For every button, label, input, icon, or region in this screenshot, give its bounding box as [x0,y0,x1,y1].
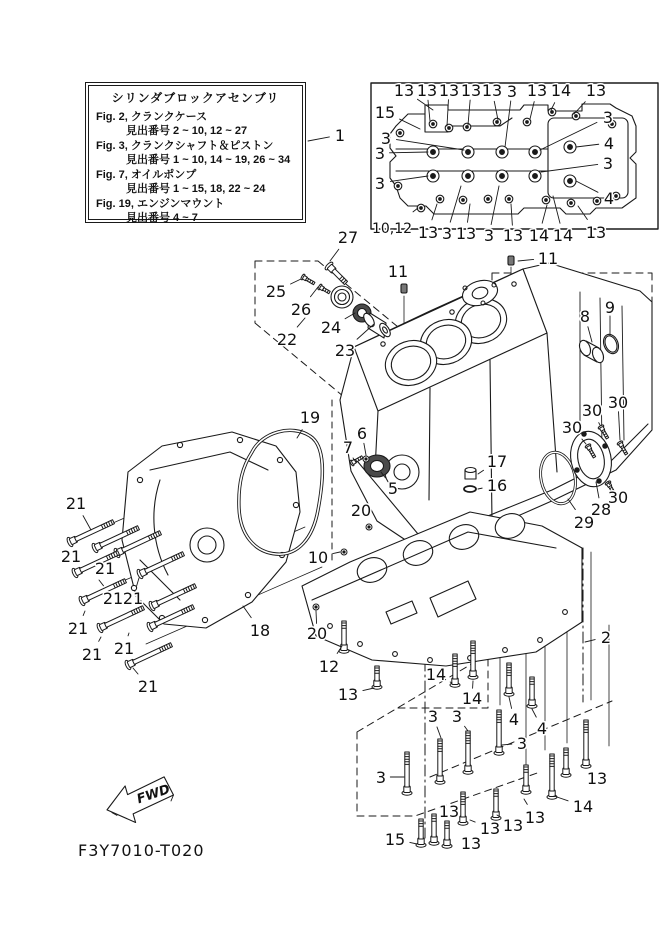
callout-label: 13 [337,684,359,704]
callout-label: 14 [550,80,572,100]
callout-leader-line [83,516,91,530]
bolt [402,752,412,795]
callout-label: 13 [586,768,608,788]
bolt [458,792,468,825]
callout-label: 13 [438,80,460,100]
callout-label: 10 [307,547,329,567]
callout-label: 21 [137,676,159,696]
callout-label: 13 [524,807,546,827]
callout-leader-line [291,279,301,284]
callout-label: 30 [607,487,629,507]
callout-leader-line [308,137,329,141]
callout-label: 29 [573,512,595,532]
callout-label: 3 [516,733,528,753]
callout-leader-line [243,606,251,618]
legend-entry-fig: Fig. 2, [96,110,128,123]
fwd-direction-arrow [102,774,178,829]
callout-label: 21 [65,493,87,513]
fwd-label: FWD [135,782,173,808]
callout-label: 11 [387,261,409,281]
callout-leader-line [316,611,317,623]
callout-label: 15 [374,102,396,122]
legend-entry [96,197,295,212]
callout-leader-line [509,697,512,708]
callout-label: 2 [600,627,612,647]
callout-label: 3 [483,225,495,245]
callout-leader-line [465,726,468,731]
callout-label: 4 [603,188,615,208]
bolt [324,261,350,287]
bolt [491,789,501,820]
callout-label: 21 [81,644,103,664]
bolt [527,677,537,708]
callout-leader-line [330,249,339,261]
callout-label: 26 [290,299,312,319]
callout-label: 13 [526,80,548,100]
callout-leader-line [357,324,374,339]
bolt [494,710,504,755]
legend-entry [96,168,295,183]
bolt [372,666,382,689]
legend-entry-name: クランクケース [130,110,208,123]
callout-label: 9 [604,297,616,317]
callout-leader-line [333,552,340,554]
callout-label: 13 [417,222,439,242]
callout-leader-line [99,580,104,586]
callout-label: 4 [536,718,548,738]
callout-label: 24 [320,317,342,337]
bolt [435,739,445,784]
callout-label: 21 [67,618,89,638]
callout-label: 13 [481,80,503,100]
callout-label: 16 [486,475,508,495]
callout-leader-line [363,688,374,691]
bolt [429,814,439,845]
callout-leader-line [410,842,417,844]
callout-label: 14 [425,664,447,684]
callout-label: 3 [374,173,386,193]
callout-label: 3 [602,107,614,127]
bolt [581,720,591,768]
callout-leader-line [83,611,85,616]
bolt [547,754,557,799]
legend-box-inner [88,85,303,224]
callout-label: 13 [460,833,482,853]
legend-entry-name: クランクシャフト＆ピストン [130,139,274,152]
legend-entry-note: 見出番号 4 ~ 7 [126,212,198,224]
callout-leader-line [568,499,575,510]
callout-label: 3 [602,153,614,173]
callout-label: 23 [334,340,356,360]
callout-label: 1 [334,125,346,145]
callout-label: 21 [113,638,135,658]
callout-leader-line [297,318,305,327]
callout-leader-line [502,744,512,745]
callout-label: 3 [380,128,392,148]
callout-leader-line [524,799,527,804]
callout-label: 14 [572,796,594,816]
callout-leader-line [518,259,534,261]
callout-label: 3 [506,81,518,101]
callout-label: 10,12 [371,221,413,238]
legend-entry-note: 見出番号 1 ~ 15, 18, 22 ~ 24 [126,183,266,195]
callout-leader-line [133,668,138,674]
bolt [317,284,331,296]
callout-leader-line [310,287,318,297]
callout-label: 20 [306,623,328,643]
callout-label: 21 [94,558,116,578]
callout-label: 20 [350,500,372,520]
callout-label: 11 [537,248,559,268]
callout-label: 14 [461,688,483,708]
callout-leader-line [532,709,536,717]
callout-label: 6 [356,423,368,443]
callout-label: 28 [590,499,612,519]
callout-label: 21 [122,588,144,608]
legend-box [85,82,306,223]
callout-label: 14 [552,225,574,245]
callout-label: 13 [502,815,524,835]
callout-leader-line [437,727,441,738]
callout-label: 25 [265,281,287,301]
callout-leader-line [585,640,595,642]
bolt [561,748,571,777]
callout-label: 17 [486,451,508,471]
callout-label: 13 [455,223,477,243]
callout-label: 7 [342,437,354,457]
callout-label: 3 [375,767,387,787]
callout-label: 3 [427,706,439,726]
inset-crankcase-bottom-view [371,80,658,229]
callout-label: 4 [508,709,520,729]
callout-label: 19 [299,407,321,427]
callout-label: 30 [561,417,583,437]
bolt [300,274,316,287]
callout-label: 3 [451,706,463,726]
small-fastener-dot [313,604,319,610]
callout-leader-line [470,820,475,822]
small-fastener-dot [363,456,369,462]
crankcase-side-cover [122,432,300,628]
legend-entry-fig: Fig. 3, [96,139,128,152]
callout-label: 21 [60,546,82,566]
callout-label: 13 [460,80,482,100]
callout-label: 5 [387,478,399,498]
callout-label: 13 [438,801,460,821]
callout-leader-line [128,633,129,636]
drawing-number: F3Y7010-T020 [78,841,205,860]
callout-label: 15 [384,829,406,849]
callout-label: 8 [579,306,591,326]
bolt [504,663,514,696]
callout-label: 13 [393,80,415,100]
callout-label: 30 [607,392,629,412]
legend-entry-fig: Fig. 7, [96,168,128,181]
callout-label: 3 [441,223,453,243]
legend-entry [96,139,295,154]
legend-entry [96,110,295,125]
callout-leader-line [99,637,101,641]
bolt [521,765,531,794]
callout-label: 21 [102,588,124,608]
callout-label: 27 [337,227,359,247]
legend-entry-name: エンジンマウント [136,197,225,210]
legend-entry-note: 見出番号 1 ~ 10, 14 ~ 19, 26 ~ 34 [126,154,291,166]
callout-label: 13 [416,80,438,100]
callout-label: 13 [585,222,607,242]
legend-entry-name: オイルポンプ [130,168,197,181]
bushing-23 [362,312,393,339]
legend-title: シリンダブロックアセンブリ [111,91,280,105]
callout-label: 4 [603,133,615,153]
bolt [442,821,452,848]
callout-label: 13 [479,818,501,838]
small-fastener-dot [341,549,347,555]
callout-label: 18 [249,620,271,640]
callout-label: 13 [585,80,607,100]
callout-label: 22 [276,329,298,349]
small-fastener-dot [366,524,372,530]
callout-label: 13 [502,225,524,245]
legend-entry-fig: Fig. 19, [96,197,134,210]
bolt [463,731,473,774]
callout-label: 14 [528,225,550,245]
callout-label: 12 [318,656,340,676]
callout-label: 3 [374,143,386,163]
legend-entry-note: 見出番号 2 ~ 10, 12 ~ 27 [126,125,248,137]
callout-label: 30 [581,400,603,420]
